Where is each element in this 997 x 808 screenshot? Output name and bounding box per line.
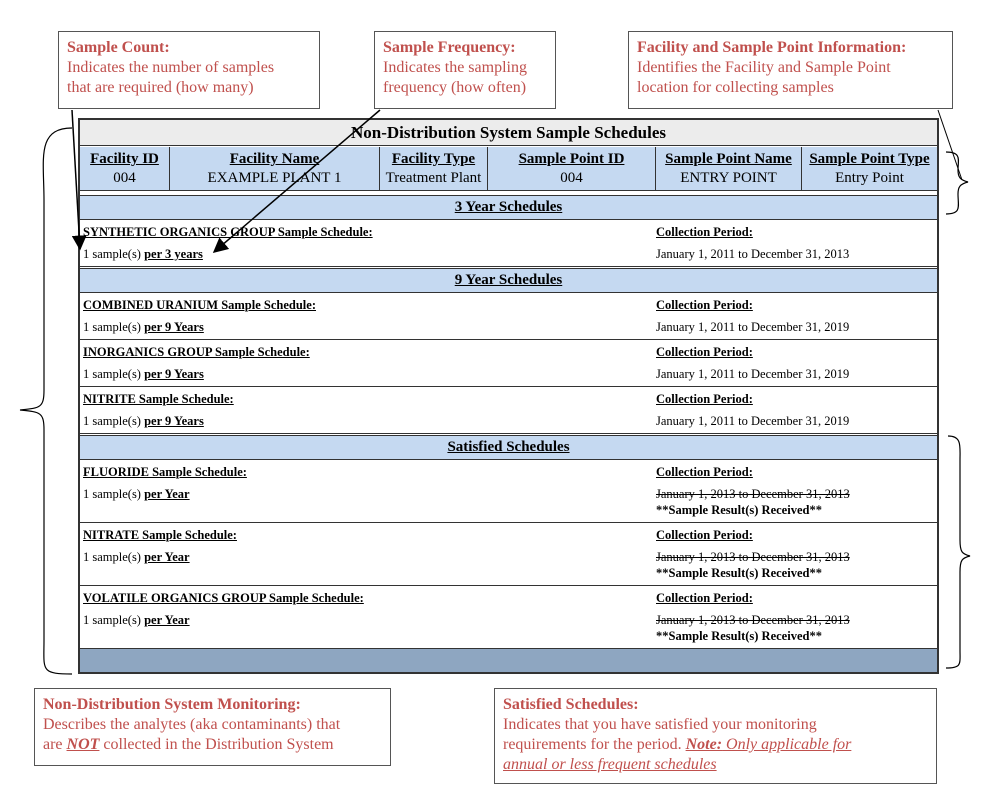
header-value: Entry Point (835, 170, 904, 186)
callout-body: Indicates the sampling frequency (how often) (383, 59, 527, 96)
callout-emphasis: NOT (66, 736, 100, 753)
header-value: Treatment Plant (385, 170, 482, 186)
schedule-name: NITRATE Sample Schedule: (83, 528, 237, 542)
band-label: Satisfied Schedules (447, 439, 570, 455)
count-prefix: 1 sample(s) (83, 550, 145, 564)
collection-period-range: January 1, 2013 to December 31, 2013 (656, 487, 850, 501)
sample-frequency-arrow (214, 110, 380, 252)
sample-received-status: **Sample Result(s) Received** (656, 566, 822, 580)
header-label: Sample Point Type (809, 151, 930, 167)
note-label: Note: (685, 736, 723, 753)
schedule-name: INORGANICS GROUP Sample Schedule: (83, 345, 310, 359)
sample-frequency: per Year (144, 487, 190, 501)
satisfied-brace (946, 436, 970, 668)
sample-frequency: per 9 Years (144, 414, 204, 428)
collection-period-label: Collection Period: (656, 345, 753, 359)
left-brace (20, 128, 72, 674)
callout-title: Sample Count: (67, 39, 170, 56)
header-label: Sample Point ID (518, 151, 625, 167)
callout-title: Facility and Sample Point Information: (637, 39, 907, 56)
header-brace (946, 152, 968, 214)
sample-frequency: per Year (144, 550, 190, 564)
callout-title: Sample Frequency: (383, 39, 516, 56)
collection-period-range: January 1, 2011 to December 31, 2013 (656, 247, 850, 261)
schedule-name: COMBINED URANIUM Sample Schedule: (83, 298, 316, 312)
count-prefix: 1 sample(s) (83, 613, 145, 627)
header-value: 004 (560, 170, 583, 186)
count-prefix: 1 sample(s) (83, 367, 145, 381)
callout-body: Identifies the Facility and Sample Point location for collecting samples (637, 59, 891, 96)
facility-callout-connector (938, 110, 962, 180)
collection-period-label: Collection Period: (656, 591, 753, 605)
count-prefix: 1 sample(s) (83, 247, 145, 261)
table-title: Non-Distribution System Sample Schedules (80, 120, 937, 146)
note-text-line-2: annual or less frequent schedules (503, 756, 717, 773)
band-label: 3 Year Schedules (454, 199, 563, 215)
sample-frequency: per 9 Years (144, 320, 204, 334)
callout-text: requirements for the period. (503, 736, 686, 753)
band-label: 9 Year Schedules (454, 272, 563, 288)
sample-frequency: per 3 years (144, 247, 203, 261)
sample-received-status: **Sample Result(s) Received** (656, 503, 822, 517)
schedule-name: FLUORIDE Sample Schedule: (83, 465, 247, 479)
collection-period-label: Collection Period: (656, 392, 753, 406)
sample-received-status: **Sample Result(s) Received** (656, 629, 822, 643)
collection-period-range: January 1, 2011 to December 31, 2019 (656, 320, 850, 334)
callout-body: Indicates the number of samples that are required (how many) (67, 59, 275, 96)
callout-text: collected in the Distribution System (99, 736, 334, 753)
header-label: Sample Point Name (665, 151, 792, 167)
collection-period-label: Collection Period: (656, 225, 753, 239)
header-label: Facility ID (90, 151, 159, 167)
callout-body-line-1: Indicates that you have satisfied your monitoring (503, 716, 817, 733)
count-prefix: 1 sample(s) (83, 414, 145, 428)
note-text: Only applicable for (722, 736, 852, 753)
callout-title: Satisfied Schedules: (503, 696, 639, 713)
sample-count-arrow (72, 110, 80, 249)
sample-frequency: per Year (144, 613, 190, 627)
collection-period-range: January 1, 2011 to December 31, 2019 (656, 367, 850, 381)
collection-period-range: January 1, 2011 to December 31, 2019 (656, 414, 850, 428)
schedule-name: SYNTHETIC ORGANICS GROUP Sample Schedule: (83, 225, 373, 239)
collection-period-label: Collection Period: (656, 298, 753, 312)
count-prefix: 1 sample(s) (83, 320, 145, 334)
sample-frequency: per 9 Years (144, 367, 204, 381)
collection-period-range: January 1, 2013 to December 31, 2013 (656, 550, 850, 564)
collection-period-label: Collection Period: (656, 465, 753, 479)
callout-title: Non-Distribution System Monitoring: (43, 696, 301, 713)
callout-text: are (43, 736, 67, 753)
collection-period-label: Collection Period: (656, 528, 753, 542)
header-value: 004 (113, 170, 136, 186)
header-value: EXAMPLE PLANT 1 (207, 170, 342, 186)
count-prefix: 1 sample(s) (83, 487, 145, 501)
schedule-name: VOLATILE ORGANICS GROUP Sample Schedule: (83, 591, 364, 605)
callout-body-line-1: Describes the analytes (aka contaminants) that (43, 716, 341, 733)
header-label: Facility Name (229, 151, 320, 167)
schedule-name: NITRITE Sample Schedule: (83, 392, 234, 406)
collection-period-range: January 1, 2013 to December 31, 2013 (656, 613, 850, 627)
header-value: ENTRY POINT (680, 170, 777, 186)
header-label: Facility Type (391, 151, 476, 167)
